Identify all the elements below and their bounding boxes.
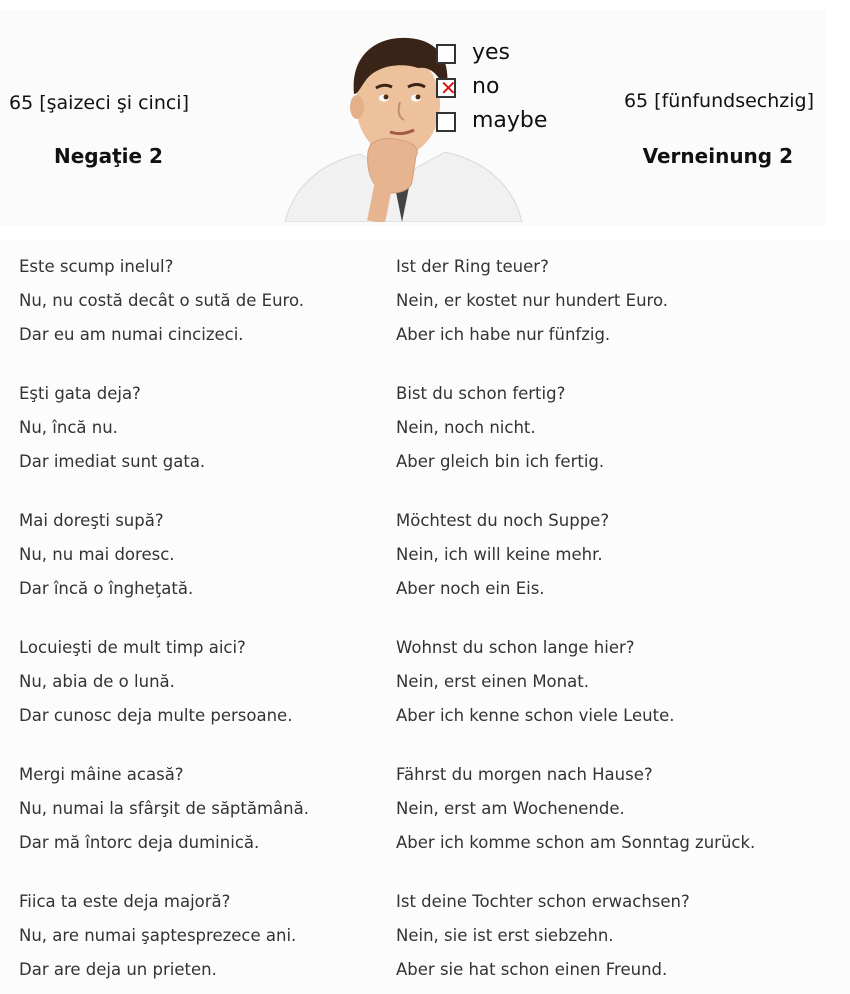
- phrase-row: [0, 631, 850, 665]
- german-phrase: Nein, erst am Wochenende.: [396, 799, 625, 818]
- phrase-row: [0, 318, 850, 352]
- lesson-number-german: 65 [fünfundsechzig]: [623, 90, 814, 112]
- red-x-mark-icon: ✕: [440, 76, 457, 100]
- german-phrase: Aber sie hat schon einen Freund.: [396, 960, 668, 979]
- romanian-phrase: Este scump inelul?: [19, 257, 174, 276]
- romanian-phrase: Dar imediat sunt gata.: [19, 452, 206, 471]
- phrase-group: [0, 885, 850, 987]
- empty-checkbox-icon: [436, 44, 456, 64]
- phrase-row: [0, 919, 850, 953]
- german-phrase: Aber gleich bin ich fertig.: [396, 452, 605, 471]
- romanian-phrase: Nu, abia de o lună.: [19, 672, 175, 691]
- phrase-row: [0, 250, 850, 284]
- phrase-row: [0, 758, 850, 792]
- romanian-phrase: Nu, numai la sfârşit de săptămână.: [19, 799, 309, 818]
- romanian-phrase: Dar încă o îngheţată.: [19, 579, 194, 598]
- german-phrase: Nein, noch nicht.: [396, 418, 536, 437]
- lesson-number-romanian: 65 [şaizeci şi cinci]: [9, 92, 189, 114]
- german-phrase: Fährst du morgen nach Hause?: [396, 765, 653, 784]
- phrase-row: [0, 377, 850, 411]
- german-phrase: Nein, erst einen Monat.: [396, 672, 589, 691]
- german-phrase: Möchtest du noch Suppe?: [396, 511, 610, 530]
- phrase-row: [0, 665, 850, 699]
- romanian-phrase: Nu, nu mai doresc.: [19, 545, 175, 564]
- romanian-phrase: Eşti gata deja?: [19, 384, 141, 403]
- phrase-group: [0, 377, 850, 479]
- german-phrase: Nein, er kostet nur hundert Euro.: [396, 291, 668, 310]
- romanian-phrase: Locuieşti de mult timp aici?: [19, 638, 246, 657]
- phrase-row: [0, 699, 850, 733]
- phrase-group: [0, 631, 850, 733]
- phrase-row: [0, 953, 850, 987]
- romanian-phrase: Mai doreşti supă?: [19, 511, 164, 530]
- empty-checkbox-icon: [436, 112, 456, 132]
- phrase-group: [0, 250, 850, 352]
- checkbox-label: yes: [472, 40, 511, 65]
- german-phrase: Ist der Ring teuer?: [396, 257, 549, 276]
- phrase-row: [0, 538, 850, 572]
- checkbox-label: maybe: [472, 108, 548, 133]
- phrase-group: [0, 504, 850, 606]
- german-phrase: Bist du schon fertig?: [396, 384, 566, 403]
- checked-checkbox-icon: [436, 78, 456, 98]
- romanian-phrase: Mergi mâine acasă?: [19, 765, 184, 784]
- german-phrase: Aber ich komme schon am Sonntag zurück.: [396, 833, 756, 852]
- phrase-row: [0, 411, 850, 445]
- phrase-row: [0, 445, 850, 479]
- romanian-phrase: Dar are deja un prieten.: [19, 960, 217, 979]
- romanian-phrase: Nu, nu costă decât o sută de Euro.: [19, 291, 305, 310]
- phrase-row: [0, 504, 850, 538]
- romanian-phrase: Nu, are numai şaptesprezece ani.: [19, 926, 297, 945]
- lesson-title-german: Verneinung 2: [642, 144, 793, 168]
- phrase-row: [0, 826, 850, 860]
- german-phrase: Ist deine Tochter schon erwachsen?: [396, 892, 690, 911]
- lesson-title-romanian: Negaţie 2: [54, 144, 163, 168]
- checkbox-label: no: [472, 74, 500, 99]
- german-phrase: Aber noch ein Eis.: [396, 579, 545, 598]
- german-phrase: Nein, ich will keine mehr.: [396, 545, 603, 564]
- romanian-phrase: Nu, încă nu.: [19, 418, 118, 437]
- phrase-row: [0, 284, 850, 318]
- phrase-list: [0, 240, 850, 994]
- phrase-group: [0, 758, 850, 860]
- german-phrase: Wohnst du schon lange hier?: [396, 638, 635, 657]
- romanian-phrase: Dar cunosc deja multe persoane.: [19, 706, 293, 725]
- german-phrase: Aber ich habe nur fünfzig.: [396, 325, 611, 344]
- german-phrase: Nein, sie ist erst siebzehn.: [396, 926, 614, 945]
- lesson-header: [0, 10, 826, 226]
- romanian-phrase: Dar eu am numai cincizeci.: [19, 325, 244, 344]
- phrase-row: [0, 572, 850, 606]
- romanian-phrase: Dar mă întorc deja duminică.: [19, 833, 260, 852]
- german-phrase: Aber ich kenne schon viele Leute.: [396, 706, 675, 725]
- romanian-phrase: Fiica ta este deja majoră?: [19, 892, 231, 911]
- phrase-row: [0, 885, 850, 919]
- phrase-row: [0, 792, 850, 826]
